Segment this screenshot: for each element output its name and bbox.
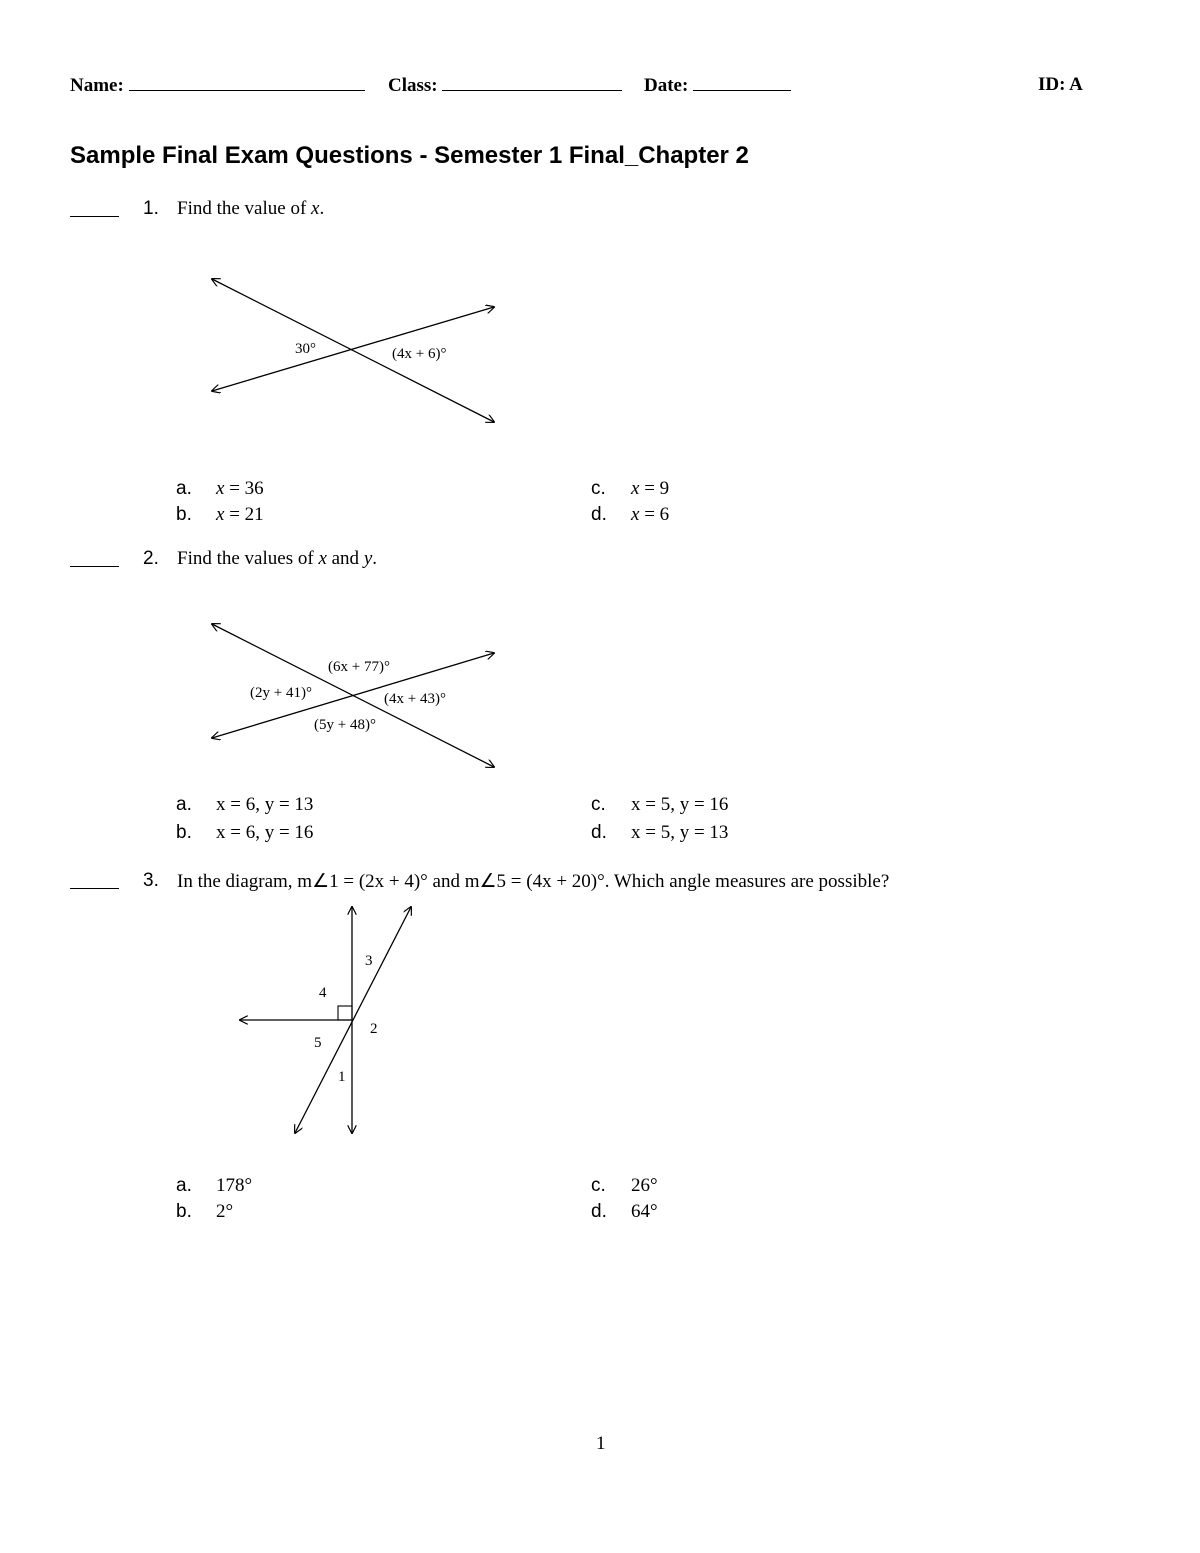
choice-letter: b. [176, 504, 192, 525]
answer-blank-q3[interactable] [70, 888, 119, 889]
choice-value: x = 6, y = 16 [216, 822, 314, 843]
choice-letter: a. [176, 1175, 192, 1196]
q3-angle-label-5: 5 [314, 1035, 322, 1051]
choice-value: 64° [631, 1201, 658, 1222]
date-blank[interactable] [693, 74, 791, 91]
choice-a[interactable] [176, 794, 313, 816]
question-number: 3. [143, 870, 159, 891]
choice-value: x = 6, y = 13 [216, 794, 314, 815]
choice-c[interactable] [591, 478, 669, 500]
choice-letter: b. [176, 1201, 192, 1222]
choice-letter: d. [591, 822, 607, 843]
q1-line-a [212, 279, 494, 422]
choice-b[interactable] [176, 504, 264, 526]
choice-b[interactable] [176, 822, 313, 844]
choice-letter: c. [591, 794, 606, 815]
question-text-part: Find the values of [177, 548, 319, 569]
class-blank[interactable] [442, 74, 622, 91]
choice-a[interactable] [176, 1175, 252, 1197]
question-text [177, 198, 324, 220]
choice-a[interactable] [176, 478, 264, 500]
choice-d[interactable] [591, 504, 669, 526]
page-title: Sample Final Exam Questions - Semester 1 Final_Chapter 2 [70, 142, 749, 169]
name-field [70, 74, 365, 97]
choice-letter: c. [591, 478, 606, 499]
choice-c[interactable] [591, 1175, 658, 1197]
date-label: Date: [644, 75, 689, 96]
choice-value: = 36 [224, 478, 264, 499]
question-text-part: . [319, 198, 325, 219]
choice-letter: d. [591, 504, 607, 525]
choice-value: x = 5, y = 16 [631, 794, 729, 815]
q3-angle-label-1: 1 [338, 1069, 346, 1085]
q2-label-right: (4x + 43)° [384, 691, 446, 707]
q2-label-top: (6x + 77)° [328, 659, 390, 675]
choice-c[interactable] [591, 794, 728, 816]
choice-d[interactable] [591, 822, 728, 844]
question-text-part: Find the value of [177, 198, 312, 219]
question-text-var: x [311, 198, 320, 219]
date-field [644, 74, 791, 97]
choice-var: x [216, 478, 225, 499]
q2-label-bottom: (5y + 48)° [314, 717, 376, 733]
q1-label-30: 30° [295, 341, 316, 357]
question-text-var: x [318, 548, 327, 569]
question-text-part: . [372, 548, 377, 569]
q3-angle-label-4: 4 [319, 985, 327, 1001]
choice-letter: a. [176, 478, 192, 499]
choice-letter: c. [591, 1175, 606, 1196]
class-label: Class: [388, 75, 438, 96]
q1-figure [200, 268, 510, 433]
choice-var: x [631, 478, 640, 499]
choice-value: = 21 [224, 504, 264, 525]
question-text: In the diagram, m∠1 = (2x + 4)° and m∠5 = (4x + 20)°. Which angle measures are possible? [177, 871, 890, 892]
choice-letter: d. [591, 1201, 607, 1222]
page-number: 1 [596, 1433, 606, 1454]
choice-var: x [631, 504, 640, 525]
question-text-var: y [363, 548, 373, 569]
choice-b[interactable] [176, 1201, 233, 1223]
choice-value: = 6 [639, 504, 670, 525]
q3-angle-label-2: 2 [370, 1021, 378, 1037]
choice-letter: b. [176, 822, 192, 843]
choice-value: = 9 [639, 478, 670, 499]
q2-figure [200, 614, 510, 779]
question-number: 2. [143, 548, 159, 569]
choice-letter: a. [176, 794, 192, 815]
right-angle-mark [338, 1006, 352, 1020]
choice-value: 2° [216, 1201, 234, 1222]
question-text [177, 548, 377, 570]
q3-figure [230, 898, 430, 1143]
question-number: 1. [143, 198, 159, 219]
question-text-part: and [326, 548, 364, 569]
choice-value: 26° [631, 1175, 658, 1196]
class-field [388, 74, 622, 97]
exam-id: ID: A [1038, 74, 1083, 95]
choice-var: x [216, 504, 225, 525]
answer-blank-q2[interactable] [70, 566, 119, 567]
q3-angle-label-3: 3 [365, 953, 373, 969]
choice-value: 178° [216, 1175, 253, 1196]
q1-label-4x6: (4x + 6)° [392, 346, 447, 362]
name-label: Name: [70, 75, 124, 96]
answer-blank-q1[interactable] [70, 216, 119, 217]
choice-value: x = 5, y = 13 [631, 822, 729, 843]
choice-d[interactable] [591, 1201, 658, 1223]
q2-label-left: (2y + 41)° [250, 685, 312, 701]
name-blank[interactable] [129, 74, 365, 91]
q1-line-b [212, 307, 494, 391]
